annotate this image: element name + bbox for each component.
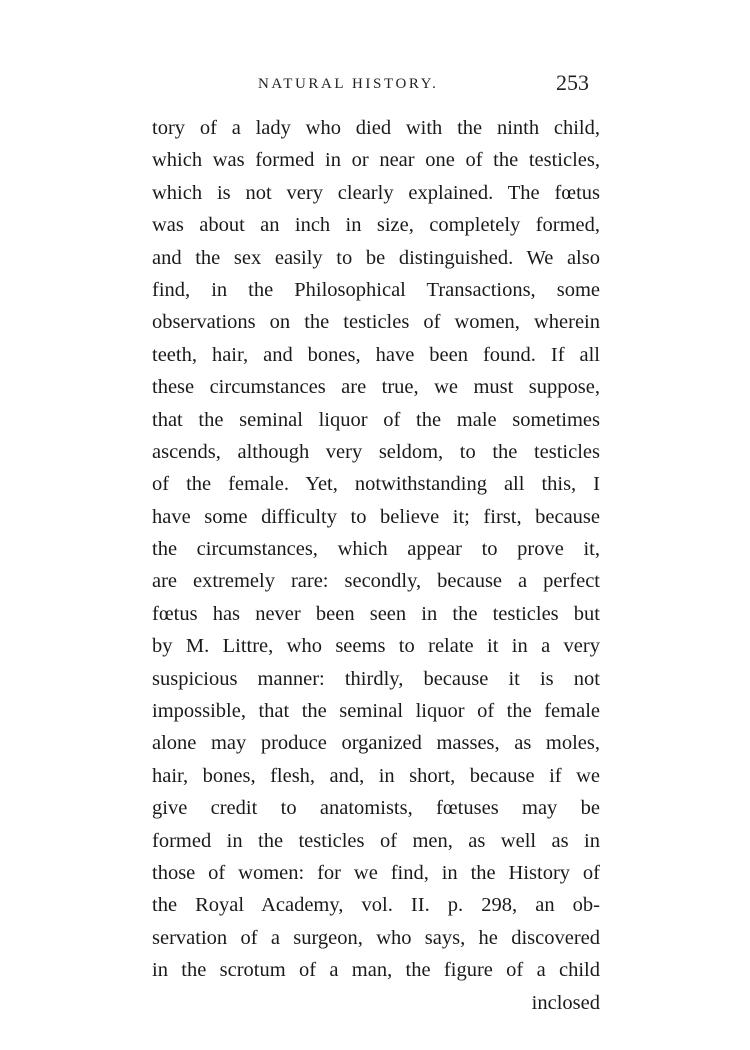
text-line: in the scrotum of a man, the figure of a child — [152, 959, 600, 982]
text-line: are extremely rare: secondly, because a perfect — [152, 570, 600, 593]
text-line: which is not very clearly explained. The fœtus — [152, 181, 600, 204]
text-line: the Royal Academy, vol. II. p. 298, an ob- — [152, 894, 600, 917]
text-line: and the sex easily to be distinguished. We also — [152, 246, 600, 269]
text-line: find, in the Philosophical Transactions, some — [152, 278, 600, 301]
text-line: those of women: for we find, in the History of — [152, 861, 600, 884]
text-line: which was formed in or near one of the testicles, — [152, 149, 600, 172]
text-line: give credit to anatomists, fœtuses may be — [152, 797, 600, 820]
text-line: of the female. Yet, notwithstanding all this, I — [152, 473, 600, 496]
text-line: observations on the testicles of women, wherein — [152, 311, 600, 334]
text-line: ascends, although very seldom, to the testicles — [152, 440, 600, 463]
catchword: inclosed — [531, 991, 600, 1014]
text-line: fœtus has never been seen in the testicles but — [152, 602, 600, 625]
text-line: formed in the testicles of men, as well as in — [152, 829, 600, 852]
text-line: have some difficulty to believe it; first, because — [152, 505, 600, 528]
text-line: servation of a surgeon, who says, he discovered — [152, 926, 600, 949]
text-line: alone may produce organized masses, as moles, — [152, 732, 600, 755]
text-line: that the seminal liquor of the male sometimes — [152, 408, 600, 431]
page-number: 253 — [556, 70, 589, 95]
text-line: tory of a lady who died with the ninth child, — [152, 117, 600, 139]
text-line: teeth, hair, and bones, have been found. If all — [152, 343, 600, 366]
text-line: impossible, that the seminal liquor of the female — [152, 700, 600, 723]
text-line: suspicious manner: thirdly, because it is not — [152, 667, 600, 690]
running-head: NATURAL HISTORY. — [258, 76, 439, 92]
text-line: the circumstances, which appear to prove it, — [152, 538, 600, 561]
text-line: these circumstances are true, we must suppose, — [152, 376, 600, 399]
body-text — [152, 112, 600, 1019]
text-line: by M. Littre, who seems to relate it in a very — [152, 635, 600, 658]
text-line: hair, bones, flesh, and, in short, because if we — [152, 764, 600, 787]
text-line: was about an inch in size, completely formed, — [152, 214, 600, 237]
